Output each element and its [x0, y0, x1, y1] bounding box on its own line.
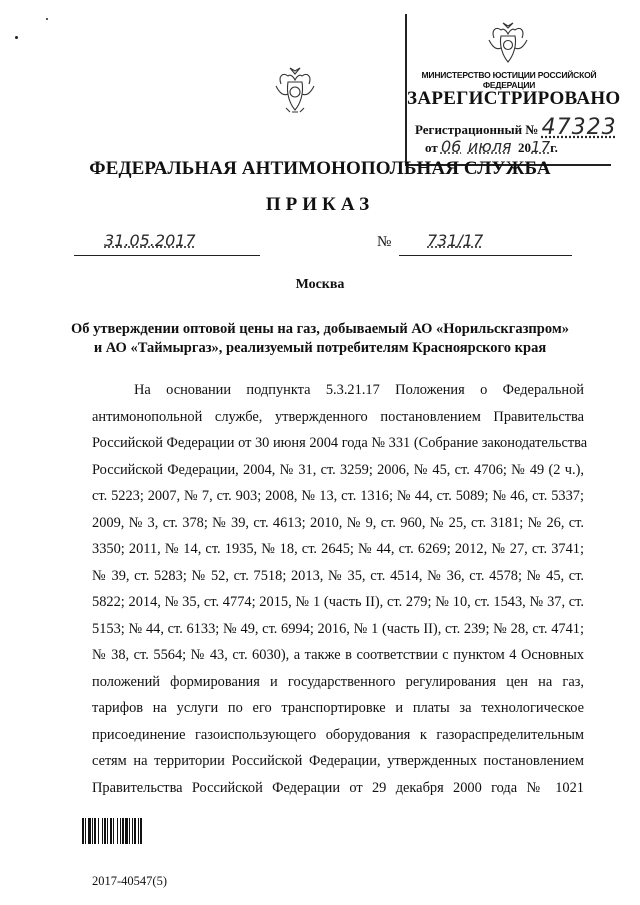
stamp-year-prefix: 20: [518, 140, 532, 155]
body-line: сетям на территории Российской Федерации, утвержденных постановлением: [92, 753, 584, 769]
body-line: ст. 5223; 2007, № 7, ст. 903; 2008, № 13, ст. 1316; № 44, ст. 5089; № 46, ст. 5337;: [92, 488, 584, 504]
order-date: 31.05.2017: [104, 231, 196, 250]
stamp-year-suffix: 17: [531, 138, 551, 156]
order-subject: [40, 320, 600, 358]
agency-title: ФЕДЕРАЛЬНАЯ АНТИМОНОПОЛЬНАЯ СЛУЖБА: [89, 158, 551, 179]
body-line: присоединение газоиспользующего оборудования к газораспределительным: [92, 726, 584, 743]
stamp-year-end: г.: [550, 140, 558, 155]
stamp-reg-label: Регистрационный №: [415, 122, 539, 137]
barcode-icon: [82, 818, 166, 844]
body-line: Российской Федерации от 30 июня 2004 года № 331 (Собрание законодательства: [92, 435, 588, 451]
document-type: ПРИКАЗ: [265, 194, 375, 215]
body-line: № 38, ст. 5564; № 43, ст. 6030), а также в соответствии с пунктом 4 Основных: [92, 647, 584, 663]
stamp-day: 06: [440, 137, 462, 156]
stamp-date-row: [425, 137, 558, 156]
body-line: 3350; 2011, № 14, ст. 1935, № 18, ст. 2645; № 44, ст. 6269; 2012, № 27, ст. 3741;: [92, 541, 584, 557]
body-line: Российской Федерации, 2004, № 31, ст. 3259; 2006, № 45, ст. 4706; № 49 (2 ч.),: [92, 461, 584, 478]
scan-speck: [15, 36, 18, 39]
registration-stamp: [405, 14, 621, 166]
subject-line: и АО «Таймыргаз», реализуемый потребителям Красноярского края: [93, 340, 547, 356]
subject-line: Об утверждении оптовой цены на газ, добываемый АО «Норильскгазпром»: [71, 321, 569, 337]
stamp-date-prefix: от: [425, 140, 438, 155]
emblem-icon: [485, 20, 531, 66]
stamp-registered-label: ЗАРЕГИСТРИРОВАНО: [407, 88, 621, 109]
stamp-reg-number: 47323: [541, 115, 617, 140]
body-line: антимонопольной службе, утвержденного постановлением Правительства: [92, 408, 584, 425]
document-code: 2017-40547(5): [92, 874, 167, 888]
order-date-field: [74, 229, 260, 256]
body-line: 2009, № 3, ст. 378; № 39, ст. 4613; 2010, № 9, ст. 960, № 25, ст. 3181; № 26, ст.: [92, 514, 584, 531]
body-line: Правительства Российской Федерации от 29 декабря 2000 года № 1021: [92, 779, 584, 796]
body-line: На основании подпункта 5.3.21.17 Положения о Федеральной: [134, 382, 584, 398]
scan-speck: [46, 18, 48, 20]
body-line: 5153; № 44, ст. 6133; № 49, ст. 6994; 2016, № 1 (часть II), ст. 239; № 28, ст. 4741;: [92, 620, 584, 637]
stamp-ministry: МИНИСТЕРСТВО ЮСТИЦИИ РОССИЙСКОЙ ФЕДЕРАЦИИ: [421, 70, 597, 90]
order-number: 731/17: [427, 231, 484, 250]
body-line: тарифов на услуги по его транспортировке и платы за технологическое: [92, 700, 584, 716]
body-line: положений формирования и государственного регулирования цен на газ,: [92, 673, 584, 690]
order-number-label: №: [377, 234, 392, 250]
body-line: 5822; 2014, № 35, ст. 4774; 2015, № 1 (часть II), ст. 279; № 10, ст. 1543, № 37, ст.: [92, 594, 584, 610]
stamp-month: июля: [467, 137, 512, 156]
emblem-icon: [272, 64, 318, 116]
body-text: [92, 377, 588, 801]
city: Москва: [295, 277, 345, 292]
body-line: № 39, ст. 5283; № 52, ст. 7518; 2013, № 35, ст. 4514, № 36, ст. 4578; № 45, ст.: [92, 567, 584, 584]
order-number-field: [399, 229, 572, 256]
